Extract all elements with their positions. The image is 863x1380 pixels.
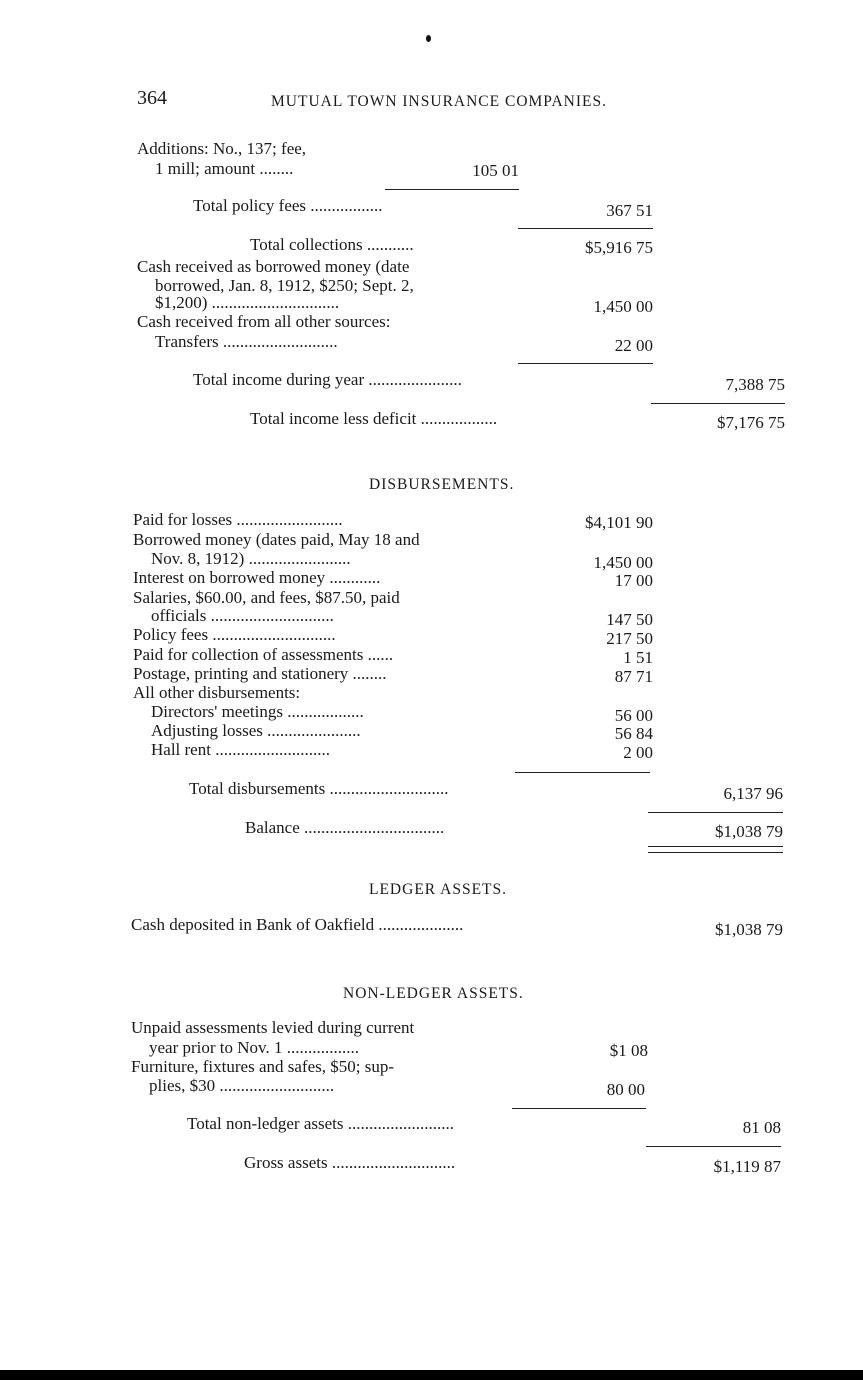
balance-amount: $1,038 79 <box>715 822 783 841</box>
furniture-line-2: plies, $30 ........................... <box>149 1076 335 1095</box>
rule <box>646 1146 781 1147</box>
disbursements-heading: DISBURSEMENTS. <box>369 476 515 493</box>
borrowed-line-2: borrowed, Jan. 8, 1912, $250; Sept. 2, <box>155 276 414 295</box>
ledger-assets-heading: LEDGER ASSETS. <box>369 881 508 898</box>
unpaid-line-1: Unpaid assessments levied during current <box>131 1018 415 1037</box>
salaries-line-1: Salaries, $60.00, and fees, $87.50, paid <box>133 588 400 607</box>
interest-label: Interest on borrowed money ............ <box>133 568 381 587</box>
postage-amount: 87 71 <box>614 667 653 686</box>
salaries-amount: 147 50 <box>606 610 653 629</box>
borrowed-paid-line-1: Borrowed money (dates paid, May 18 and <box>133 530 420 549</box>
hall-rent-amount: 2 00 <box>623 743 653 762</box>
unpaid-line-2: year prior to Nov. 1 ................. <box>149 1038 359 1057</box>
losses-label: Paid for losses ......................... <box>133 510 343 529</box>
unpaid-amount: $1 08 <box>609 1041 648 1060</box>
interest-amount: 17 00 <box>614 571 653 590</box>
rule <box>385 189 519 190</box>
additions-amount: 105 01 <box>472 161 519 180</box>
ink-speck <box>426 35 431 42</box>
borrowed-line-1: Cash received as borrowed money (date <box>137 257 410 276</box>
scan-edge-bar <box>0 1370 863 1380</box>
non-ledger-assets-heading: NON-LEDGER ASSETS. <box>343 985 524 1002</box>
additions-line-2: 1 mill; amount ........ <box>155 159 294 178</box>
salaries-line-2: officials ............................. <box>151 606 334 625</box>
policy-fees-amount: 217 50 <box>606 629 653 648</box>
postage-label: Postage, printing and stationery ........ <box>133 664 387 683</box>
borrowed-paid-amount: 1,450 00 <box>593 553 653 572</box>
collection-amount: 1 51 <box>623 648 653 667</box>
other-disbursements-label: All other disbursements: <box>133 683 301 702</box>
furniture-line-1: Furniture, fixtures and safes, $50; sup- <box>131 1057 394 1076</box>
adjusting-amount: 56 84 <box>614 724 653 743</box>
total-disbursements-label: Total disbursements ............................ <box>189 779 449 798</box>
running-title: MUTUAL TOWN INSURANCE COMPANIES. <box>271 93 607 110</box>
borrowed-paid-line-2: Nov. 8, 1912) ........................ <box>151 549 351 568</box>
total-income-label: Total income during year ...................... <box>193 370 462 389</box>
other-sources-label: Cash received from all other sources: <box>137 312 391 331</box>
total-collections-label: Total collections ........... <box>250 235 414 254</box>
rule <box>515 772 650 773</box>
gross-assets-label: Gross assets ............................. <box>244 1153 456 1172</box>
total-collections-amount: $5,916 75 <box>585 238 653 257</box>
total-non-ledger-label: Total non-ledger assets ......................... <box>187 1114 454 1133</box>
total-income-amount: 7,388 75 <box>725 375 785 394</box>
total-disbursements-amount: 6,137 96 <box>723 784 783 803</box>
total-policy-fees-label: Total policy fees ................. <box>193 196 383 215</box>
transfers-amount: 22 00 <box>614 336 653 355</box>
gross-assets-amount: $1,119 87 <box>713 1157 781 1176</box>
total-policy-fees-amount: 367 51 <box>606 201 653 220</box>
directors-label: Directors' meetings .................. <box>151 702 364 721</box>
rule <box>518 228 653 229</box>
double-rule <box>648 846 783 853</box>
transfers-label: Transfers ........................... <box>155 332 338 351</box>
page-number: 364 <box>137 87 167 109</box>
income-less-deficit-amount: $7,176 75 <box>717 413 785 432</box>
hall-rent-label: Hall rent ........................... <box>151 740 330 759</box>
adjusting-label: Adjusting losses ...................... <box>151 721 361 740</box>
income-less-deficit-label: Total income less deficit .................. <box>250 409 498 428</box>
total-non-ledger-amount: 81 08 <box>742 1118 781 1137</box>
balance-label: Balance ................................. <box>245 818 445 837</box>
directors-amount: 56 00 <box>614 706 653 725</box>
additions-line-1: Additions: No., 137; fee, <box>137 139 307 158</box>
policy-fees-label: Policy fees ............................. <box>133 625 336 644</box>
borrowed-amount: 1,450 00 <box>593 297 653 316</box>
collection-label: Paid for collection of assessments ...... <box>133 645 394 664</box>
losses-amount: $4,101 90 <box>585 513 653 532</box>
rule <box>518 363 653 364</box>
cash-deposited-amount: $1,038 79 <box>715 920 783 939</box>
borrowed-line-3: $1,200) .............................. <box>155 293 340 312</box>
rule <box>512 1108 646 1109</box>
furniture-amount: 80 00 <box>606 1080 645 1099</box>
rule <box>648 812 783 813</box>
rule <box>651 403 785 404</box>
cash-deposited-label: Cash deposited in Bank of Oakfield .................... <box>131 915 464 934</box>
